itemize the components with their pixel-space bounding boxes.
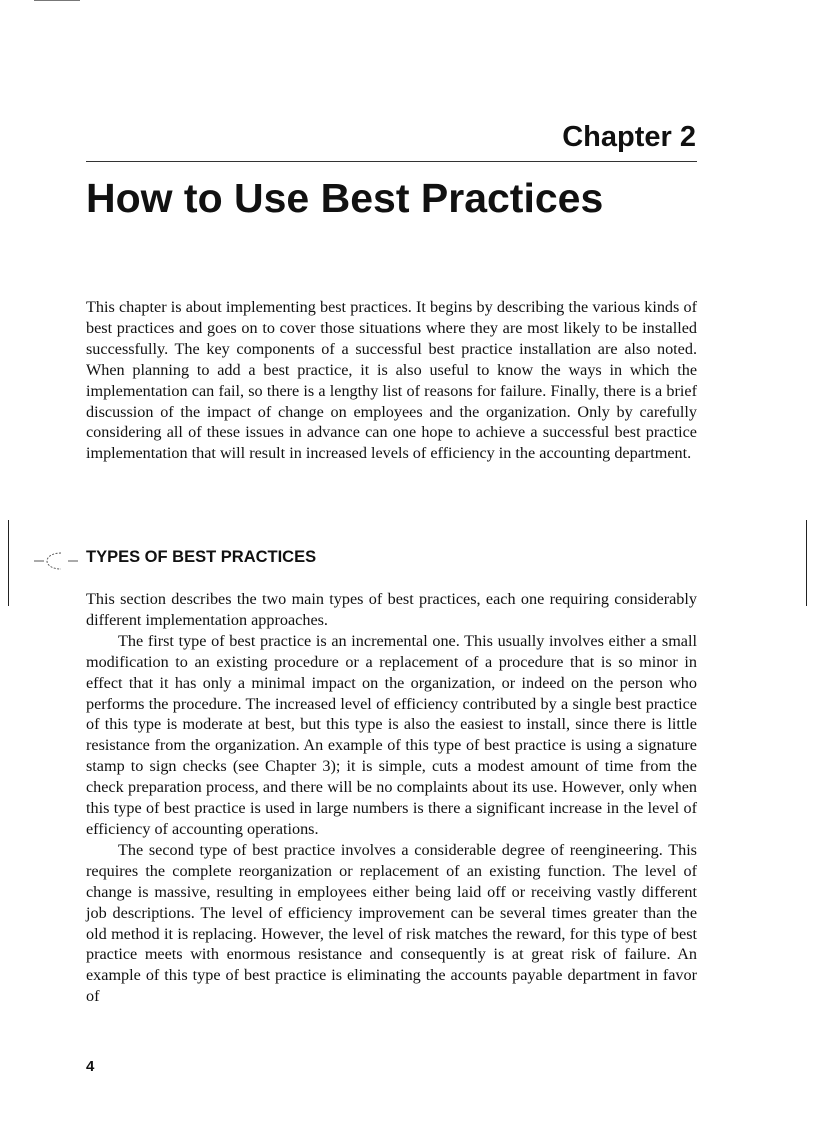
intro-paragraph: This chapter is about implementing best practices. It begins by describing the various kinds of best practices and goes on to cover those situations where they are most likely to be installed successfully. The key components of a successful best practice installation are also noted. When planning to add a best practice, it is also useful to know the ways in which the implementation can fail, so there is a lengthy list of reasons for failure. Finally, there is a brief discussion of the impact of change on employees and the organization. Only by carefully considering all of these issues in advance can one hope to achieve a successful best practice implementation that will result in increased levels of efficiency in the accounting department. [86,298,697,463]
crop-mark [34,0,80,1]
margin-rule-left [8,520,9,606]
margin-rule-right [806,520,807,606]
section-marker-icon [30,550,80,572]
chapter-title: How to Use Best Practices [86,175,604,221]
section-paragraph: This section describes the two main types of best practices, each one requiring considerably different implementation approaches. [86,590,697,629]
chapter-label: Chapter 2 [562,121,696,153]
section-heading: TYPES OF BEST PRACTICES [86,548,317,566]
chapter-rule [86,161,697,162]
page-number: 4 [86,1058,95,1075]
section-paragraph: The first type of best practice is an incremental one. This usually involves either a small modification to an existing procedure or a replacement of a procedure that is so minor in effect that it has only a minimal impact on the organization, or indeed on the person who performs the procedure. The increased level of efficiency contributed by a single best practice of this type is moderate at best, but this type is also the easiest to install, since there is little resistance from the organization. An example of this type of best practice is using a signature stamp to sign checks (see Chapter 3); it is simple, cuts a modest amount of time from the check preparation process, and there will be no complaints about its use. However, only when this type of best practice is used in large numbers is there a significant increase in the level of efficiency of accounting operations. [86,631,697,838]
section-body [86,589,697,1007]
section-paragraph: The second type of best practice involves a considerable degree of reengineering. This requires the complete reorganization or replacement of an existing function. The level of change is massive, resulting in employees either being laid off or receiving vastly different job descriptions. The level of efficiency improvement can be several times greater than the old method it is replacing. However, the level of risk matches the reward, for this type of best practice meets with enormous resistance and consequently is at great risk of failure. An example of this type of best practice is eliminating the accounts payable department in favor of [86,840,697,1006]
